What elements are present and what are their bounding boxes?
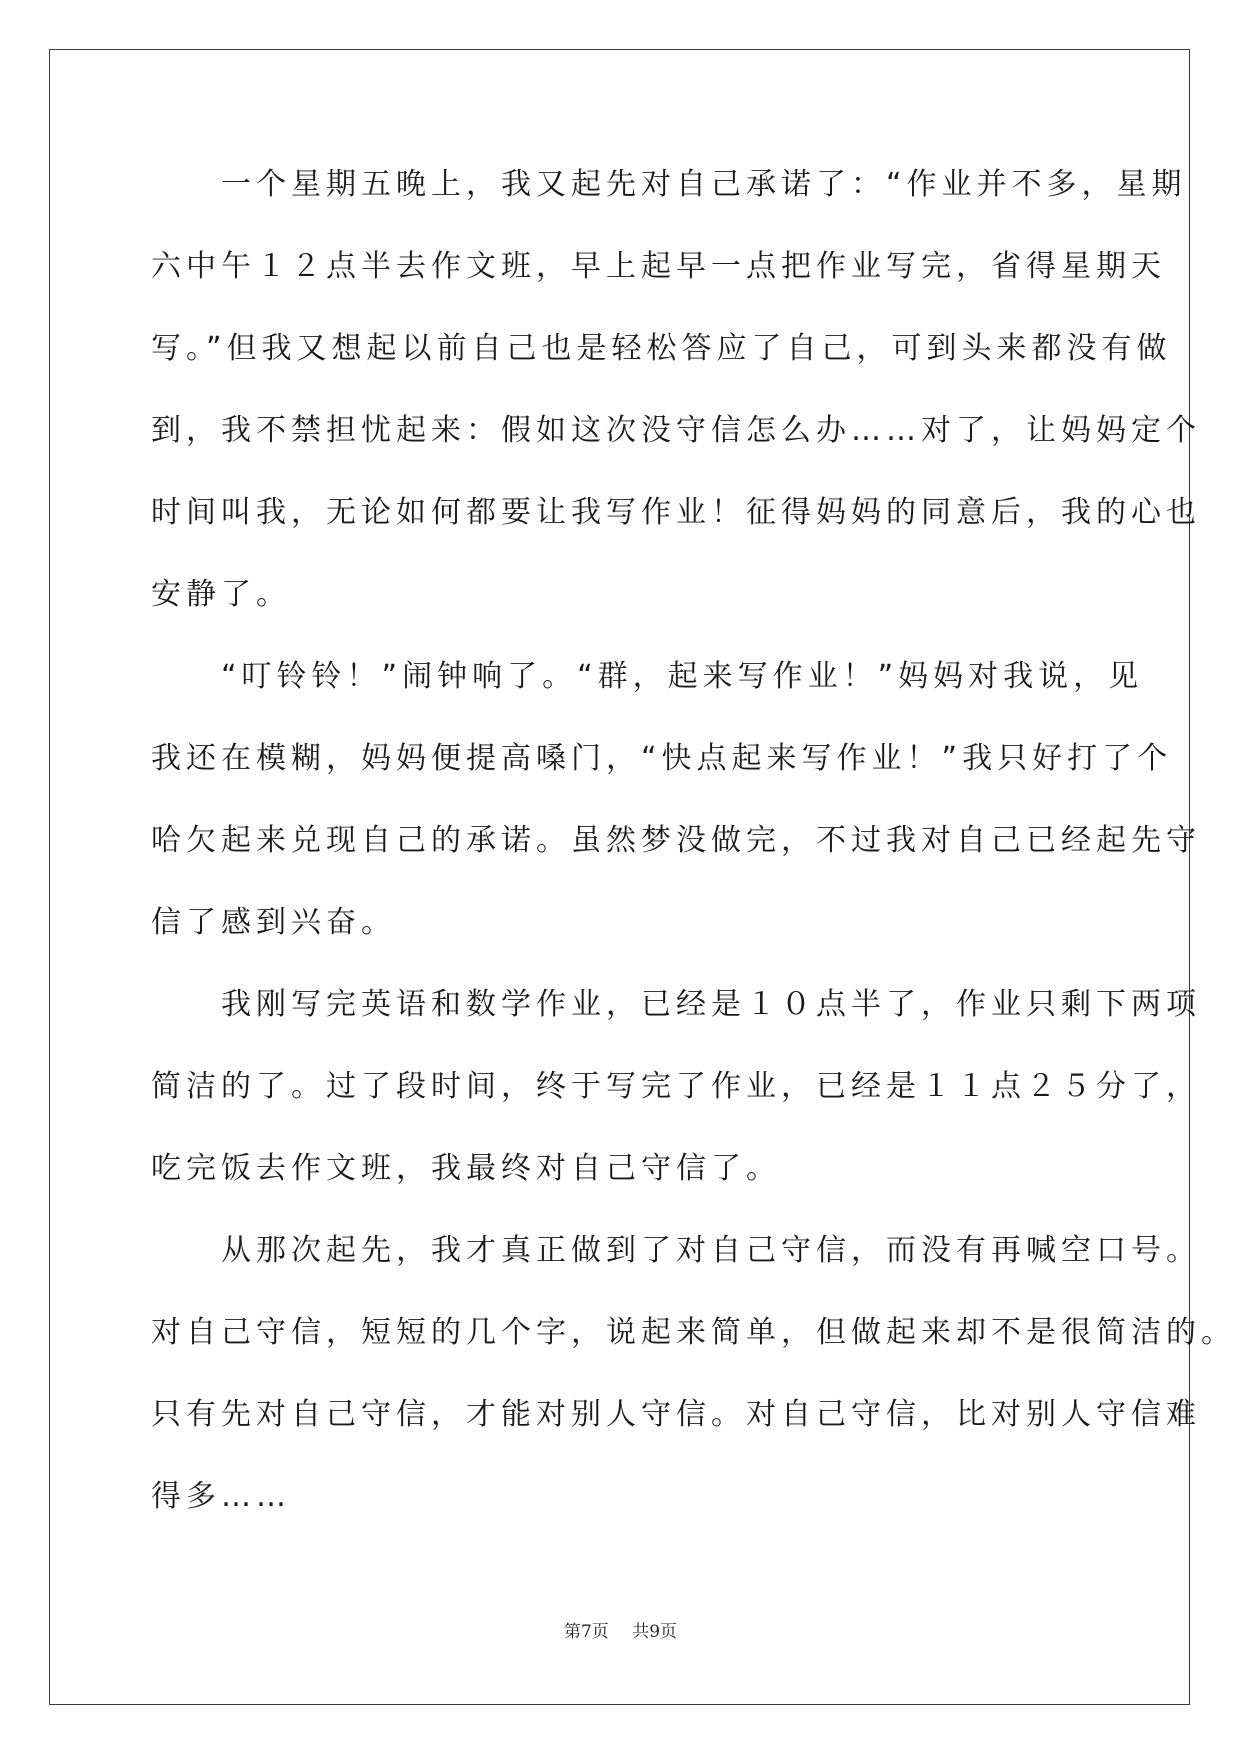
text-line: 哈欠起来兑现自己的承诺。虽然梦没做完，不过我对自己已经起先守: [151, 823, 1201, 858]
text-line: 到，我不禁担忧起来：假如这次没守信怎么办……对了，让妈妈定个: [151, 413, 1201, 448]
text-line: 我还在模糊，妈妈便提高嗓门，“快点起来写作业！”我只好打了个: [151, 741, 1173, 776]
text-line: 对自己守信，短短的几个字，说起来简单，但做起来却不是很简洁的。: [151, 1315, 1236, 1350]
text-line: 得多……: [151, 1479, 291, 1514]
document-body: [151, 160, 1236, 1554]
text-line: 时间叫我，无论如何都要让我写作业！征得妈妈的同意后，我的心也: [151, 495, 1201, 530]
text-line: 简洁的了。过了段时间，终于写完了作业，已经是１１点２５分了，: [151, 1069, 1201, 1104]
text-line: 吃完饭去作文班，我最终对自己守信了。: [151, 1151, 781, 1186]
text-line: 从那次起先，我才真正做到了对自己守信，而没有再喊空口号。: [151, 1233, 1201, 1268]
text-line: “叮铃铃！”闹钟响了。“群，起来写作业！”妈妈对我说，见: [151, 659, 1144, 694]
text-line: 信了感到兴奋。: [151, 905, 396, 940]
page-number: 第7页: [563, 1622, 609, 1642]
page-total: 共9页: [632, 1622, 678, 1642]
text-line: 一个星期五晚上，我又起先对自己承诺了：“作业并不多，星期: [151, 167, 1187, 202]
text-line: 六中午１２点半去作文班，早上起早一点把作业写完，省得星期天: [151, 249, 1166, 284]
text-line: 安静了。: [151, 577, 291, 612]
page-footer: [0, 1617, 1241, 1642]
text-line: 写。”但我又想起以前自己也是轻松答应了自己，可到头来都没有做: [151, 331, 1172, 366]
text-line: 我刚写完英语和数学作业，已经是１０点半了，作业只剩下两项: [151, 987, 1201, 1022]
text-line: 只有先对自己守信，才能对别人守信。对自己守信，比对别人守信难: [151, 1397, 1201, 1432]
